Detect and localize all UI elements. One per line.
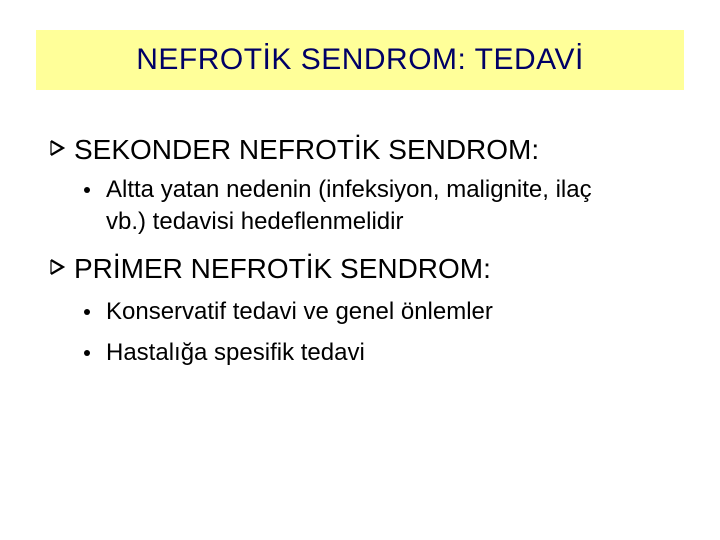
list-item <box>84 296 493 328</box>
arrowhead-bullet-icon <box>48 138 70 162</box>
slide-title: NEFROTİK SENDROM: TEDAVİ <box>136 43 584 76</box>
list-item <box>84 174 592 238</box>
list-item-line: vb.) tedavisi hedeflenmelidir <box>106 208 404 235</box>
list-item-text: Konservatif tedavi ve genel önlemler <box>106 298 493 325</box>
round-bullet-icon <box>84 350 90 356</box>
list-item-line: Altta yatan nedenin (infeksiyon, malignite, ilaç <box>106 176 592 203</box>
section-secondary <box>48 134 539 166</box>
section-heading: SEKONDER NEFROTİK SENDROM: <box>74 134 540 165</box>
arrowhead-bullet-icon <box>48 257 70 281</box>
section-primary <box>48 253 491 285</box>
section-heading: PRİMER NEFROTİK SENDROM: <box>74 253 491 284</box>
list-item-text <box>106 174 592 238</box>
list-item <box>84 337 365 369</box>
round-bullet-icon <box>84 187 90 193</box>
round-bullet-icon <box>84 309 90 315</box>
list-item-text: Hastalığa spesifik tedavi <box>106 339 365 366</box>
title-banner <box>36 30 684 90</box>
